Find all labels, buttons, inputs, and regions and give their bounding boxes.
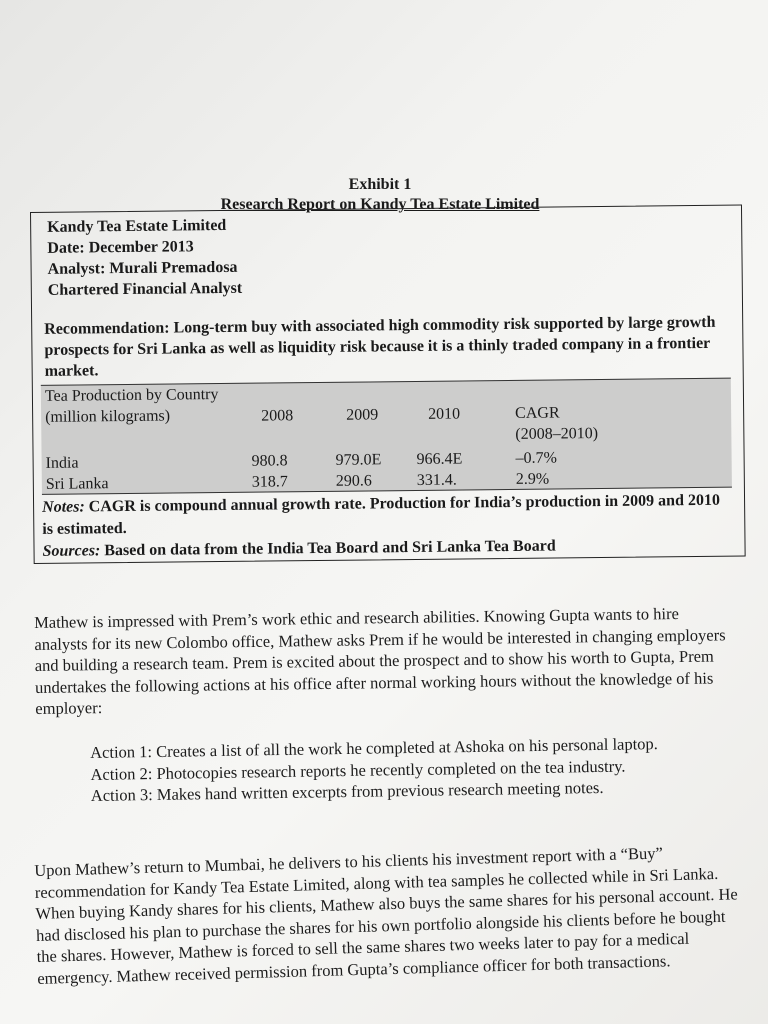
table-unit: (million kilograms) — [45, 407, 171, 426]
action-1: Action 1: Creates a list of all the work he completed at Ashoka on his personal laptop. — [90, 734, 658, 762]
action-2: Action 2: Photocopies research reports he recently completed on the tea industry. — [90, 756, 626, 784]
header-2008: 2008 — [261, 407, 294, 425]
row-india-2008: 980.8 — [251, 452, 288, 470]
paragraph-1: Mathew is impressed with Prem’s work ethic and research abilities. Knowing Gupta wants to hire analysts for its new Colombo office, Mathew asks Prem if he would be interested in changing employers and building a research team. Prem is excited about the prospect and to show his worth to Gupta, Prem undertakes the following actions at his office after normal working hours without the knowledge of his employer: — [34, 603, 726, 718]
row-india-2009: 979.0E — [335, 451, 382, 469]
action-3: Action 3: Makes hand written excerpts from previous research meeting notes. — [90, 777, 604, 805]
recommendation-text: Recommendation: Long-term buy with associated high commodity risk supported by large growth prospects for Sri Lanka as well as liquidity risk because it is a thinly traded company in a frontier market. — [44, 313, 716, 380]
header-2010: 2010 — [428, 405, 461, 423]
sources-label: Sources: — [42, 542, 101, 560]
row-india-2010: 966.4E — [416, 450, 463, 468]
header-cagr: CAGR — [515, 404, 560, 422]
row-srilanka-2010: 331.4. — [416, 471, 457, 489]
table-notes — [42, 490, 733, 563]
notes-line — [42, 490, 732, 541]
analyst-name: Analyst: Murali Premadosa — [47, 258, 238, 278]
exhibit-title: Research Report on Kandy Tea Estate Limited — [220, 196, 540, 213]
row-srilanka-country: Sri Lanka — [45, 475, 109, 493]
table-title: Tea Production by Country — [44, 386, 219, 405]
exhibit-number: Exhibit 1 — [348, 176, 412, 193]
company-name: Kandy Tea Estate Limited — [47, 216, 227, 236]
notes-label: Notes: — [42, 498, 85, 516]
header-2009: 2009 — [346, 406, 379, 424]
notes-text: CAGR is compound annual growth rate. Production for India’s production in 2009 and 2010 is estimated. — [42, 491, 721, 538]
row-srilanka-cagr: 2.9% — [515, 470, 550, 488]
row-india-cagr: –0.7% — [515, 449, 558, 467]
report-header — [47, 215, 242, 301]
row-srilanka-2009: 290.6 — [335, 472, 372, 490]
analyst-designation: Chartered Financial Analyst — [47, 279, 243, 299]
row-india-country: India — [45, 454, 79, 472]
research-report-box — [30, 205, 746, 564]
actions-list — [90, 732, 751, 807]
row-srilanka-2008: 318.7 — [251, 473, 288, 491]
paragraph-2: Upon Mathew’s return to Mumbai, he delivers to his clients his investment report with a “Buy” recommendation for Kandy Tea Estate Limited, along with tea samples he collected while in Sri Lanka. When buying Kandy shares for his clients, Mathew also buys the same shares for his personal account. He had disclosed his plan to purchase the shares for his own portfolio alongside his clients before he bought the shares. However, Mathew is forced to sell the same shares two weeks later to pay for a medical emergency. Mathew received permission from Gupta’s compliance officer for both transactions. — [34, 843, 738, 988]
sources-text: Based on data from the India Tea Board and Sri Lanka Tea Board — [100, 537, 556, 560]
report-date: Date: December 2013 — [47, 238, 194, 257]
header-cagr-period: (2008–2010) — [515, 425, 599, 443]
